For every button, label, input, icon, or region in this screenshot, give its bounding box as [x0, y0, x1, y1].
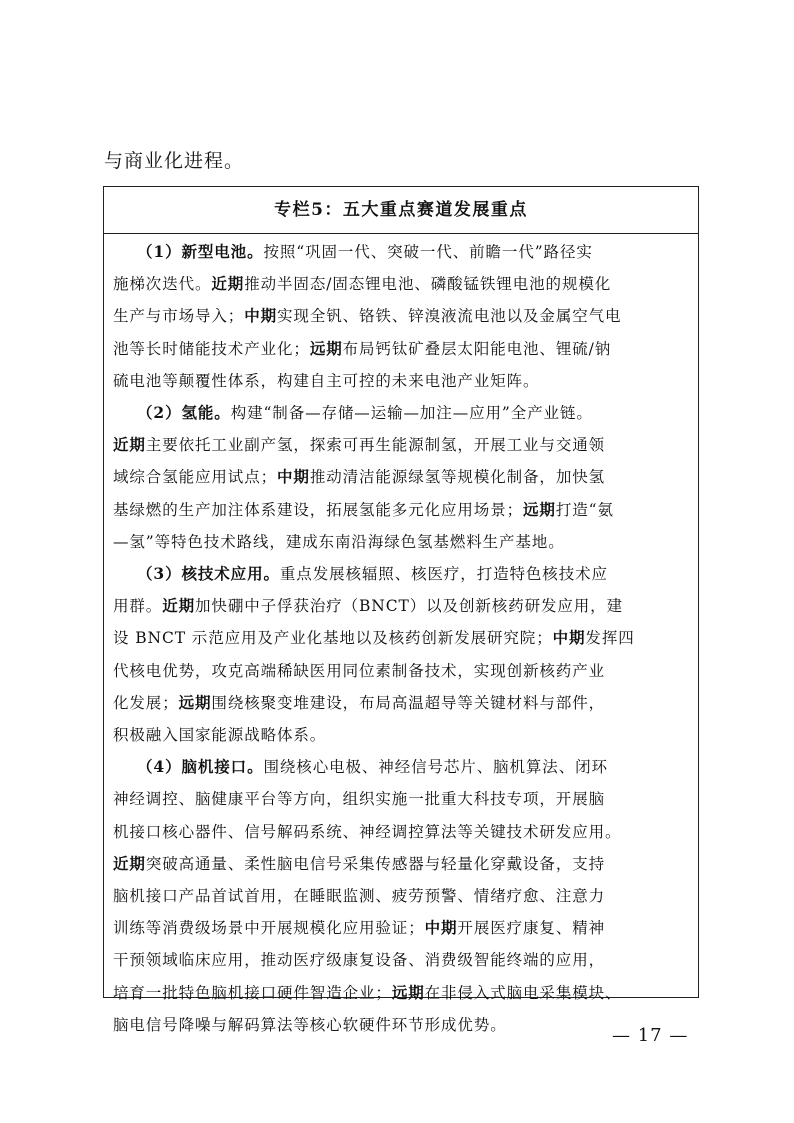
- text-run: 池等长时储能技术产业化；: [113, 339, 310, 358]
- text-line: [113, 558, 690, 590]
- text-line: [113, 268, 690, 300]
- paragraph: [113, 236, 690, 397]
- text-run: 主要依托工业副产氢，探索可再生能源制氢，开展工业与交通领: [145, 436, 606, 455]
- text-run: 培育一批特色脑机接口硬件智造企业；: [113, 983, 392, 1002]
- text-run: 脑电信号降噪与解码算法等核心软硬件环节形成优势。: [113, 1015, 507, 1034]
- text-run: 代核电优势，攻克高端稀缺医用同位素制备技术，实现创新核药产业: [113, 661, 606, 680]
- text-run: 推动清洁能源绿氢等规模化制备，加快氢: [309, 468, 606, 487]
- text-run: 生产与市场导入；: [113, 307, 245, 326]
- text-line: [113, 655, 690, 687]
- text-line: [113, 783, 690, 815]
- paragraph: [113, 558, 690, 751]
- text-run: 设 BNCT 示范应用及产业化基地以及核药创新发展研究院；: [113, 629, 553, 648]
- text-run: 布局钙钛矿叠层太阳能电池、锂硫/钠: [342, 339, 612, 358]
- bold-text: 近期: [113, 853, 146, 873]
- text-run: 硫电池等颠覆性体系，构建自主可控的未来电池产业矩阵。: [113, 371, 540, 390]
- text-line: [113, 977, 690, 1009]
- text-run: 构建“制备—存储—运输—加注—应用”全产业链。: [230, 404, 593, 423]
- text-run: 推动半固态/固态锂电池、磷酸锰铁锂电池的规模化: [244, 275, 612, 294]
- bold-text: （4）脑机接口。: [137, 757, 264, 777]
- bold-text: （1）新型电池。: [137, 242, 264, 261]
- text-line: [113, 751, 690, 783]
- text-run: 基绿燃的生产加注体系建设，拓展氢能多元化应用场景；: [113, 500, 524, 519]
- text-line: [113, 429, 690, 461]
- bold-text: （2）氢能。: [137, 403, 231, 423]
- text-line: [113, 236, 690, 268]
- text-run: —氢”等特色技术路线，建成东南沿海绿色氢基燃料生产基地。: [113, 532, 565, 551]
- text-run: 突破高通量、柔性脑电信号采集传感器与轻量化穿戴设备，支持: [145, 854, 606, 873]
- paragraph: [113, 397, 690, 558]
- text-line: [113, 816, 690, 848]
- text-line: [113, 333, 690, 365]
- text-line: [113, 622, 690, 654]
- bold-text: 中期: [244, 306, 278, 326]
- bold-text: 远期: [178, 692, 212, 712]
- text-run: 围绕核聚变堆建设，布局高温超导等关键材料与部件，: [211, 693, 606, 712]
- column-box: [103, 186, 699, 1034]
- text-line: [113, 880, 690, 912]
- column-title: 专栏5：五大重点赛道发展重点: [104, 187, 698, 234]
- bold-text: 中期: [552, 628, 586, 648]
- bold-text: 远期: [391, 982, 425, 1002]
- text-run: 按照“巩固一代、突破一代、前瞻一代”路径实: [263, 243, 593, 261]
- page-number: — 17 —: [612, 1025, 689, 1046]
- bold-text: 中期: [424, 918, 458, 938]
- text-run: 在非侵入式脑电采集模块、: [424, 983, 622, 1002]
- bold-text: 近期: [113, 435, 146, 455]
- text-line: [113, 300, 690, 332]
- bold-text: 远期: [523, 499, 556, 519]
- bold-text: 近期: [211, 274, 245, 294]
- text-line: [113, 687, 690, 719]
- text-line: [113, 461, 690, 493]
- text-line: [113, 944, 690, 976]
- lead-text: 与商业化进程。: [104, 150, 245, 172]
- text-line: [113, 912, 690, 944]
- text-line: [113, 526, 690, 558]
- text-line: [113, 494, 690, 526]
- text-line: [113, 1009, 690, 1041]
- text-line: [113, 590, 690, 622]
- text-run: 围绕核心电极、神经信号芯片、脑机算法、闭环: [263, 758, 608, 777]
- text-run: 开展医疗康复、精神: [457, 919, 606, 938]
- text-line: [113, 719, 690, 751]
- bold-text: 近期: [162, 596, 196, 616]
- bold-text: 中期: [277, 467, 310, 487]
- text-run: 打造“氨: [555, 500, 614, 519]
- text-run: 加快硼中子俘获治疗（BNCT）以及创新核药研发应用，建: [195, 597, 623, 616]
- text-line: [113, 365, 690, 397]
- text-run: 机接口核心器件、信号解码系统、神经调控算法等关键技术研发应用。: [113, 822, 622, 841]
- column-body: [104, 234, 698, 1041]
- text-run: 训练等消费级场景中开展规模化应用验证；: [113, 919, 425, 938]
- text-run: 神经调控、脑健康平台等方向，组织实施一批重大科技专项，开展脑: [113, 790, 606, 809]
- bold-text: 远期: [309, 338, 343, 358]
- paragraph: [113, 751, 690, 1041]
- text-run: 施梯次迭代。: [113, 275, 212, 294]
- text-run: 发挥四: [585, 629, 635, 648]
- text-run: 域综合氢能应用试点；: [113, 468, 278, 487]
- text-line: [113, 848, 690, 880]
- text-run: 脑机接口产品首试首用，在睡眠监测、疲劳预警、情绪疗愈、注意力: [113, 887, 606, 906]
- text-line: [113, 397, 690, 429]
- text-run: 重点发展核辐照、核医疗，打造特色核技术应: [279, 565, 608, 584]
- text-run: 干预领域临床应用，推动医疗级康复设备、消费级智能终端的应用，: [113, 951, 606, 970]
- text-run: 实现全钒、铬铁、锌溴液流电池以及金属空气电: [277, 307, 622, 326]
- text-run: 用群。: [113, 597, 163, 616]
- text-run: 化发展；: [113, 693, 179, 712]
- bold-text: （3）核技术应用。: [137, 564, 280, 584]
- text-run: 积极融入国家能源战略体系。: [113, 726, 327, 745]
